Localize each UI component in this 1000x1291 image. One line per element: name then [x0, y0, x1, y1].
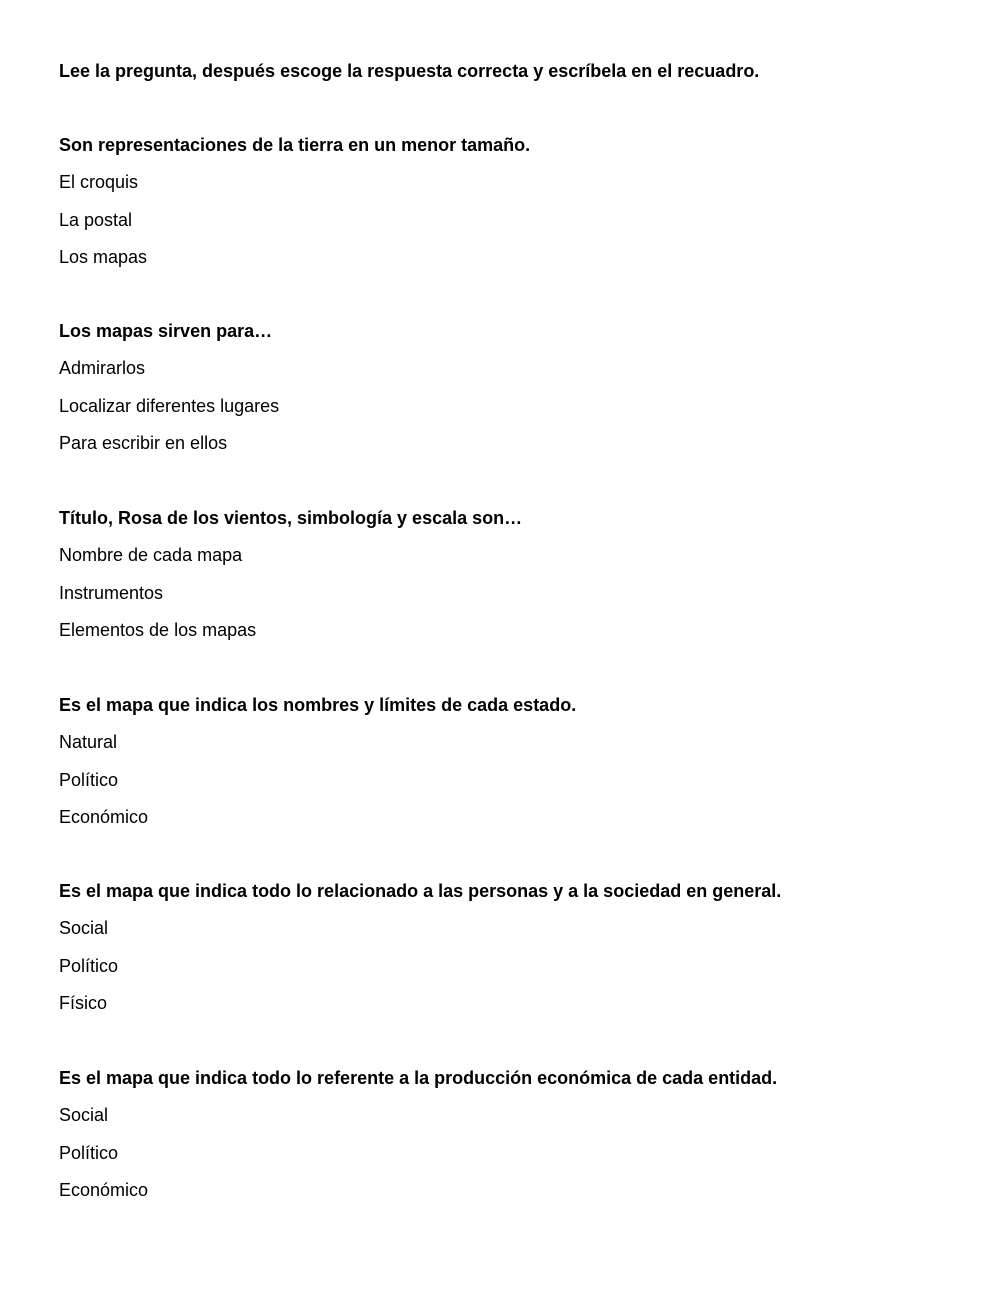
question-block-6	[59, 1067, 959, 1217]
question-block-2	[59, 320, 959, 470]
options-list	[59, 171, 959, 284]
answer-option[interactable]: Económico	[59, 1180, 149, 1200]
options-list	[59, 1104, 959, 1217]
question-block-5	[59, 880, 959, 1030]
question-text: Es el mapa que indica todo lo referente a la producción económica de cada entidad.	[59, 1068, 778, 1088]
instruction-text: Lee la pregunta, después escoge la respuesta correcta y escríbela en el recuadro.	[59, 61, 760, 81]
options-list	[59, 544, 959, 657]
answer-option[interactable]: Nombre de cada mapa	[59, 545, 243, 565]
options-list	[59, 917, 959, 1030]
answer-option[interactable]: Social	[59, 1105, 109, 1125]
answer-option[interactable]: Económico	[59, 807, 149, 827]
answer-option[interactable]: La postal	[59, 209, 133, 230]
question-block-3	[59, 507, 959, 657]
answer-option[interactable]: Localizar diferentes lugares	[59, 395, 280, 416]
answer-option[interactable]: Social	[59, 918, 109, 938]
question-text: Título, Rosa de los vientos, simbología y escala son…	[59, 508, 523, 528]
question-text: Son representaciones de la tierra en un menor tamaño.	[59, 135, 531, 155]
answer-option[interactable]: Político	[59, 1142, 119, 1163]
answer-option[interactable]: Para escribir en ellos	[59, 433, 228, 453]
question-text: Los mapas sirven para…	[59, 321, 273, 341]
answer-option[interactable]: Instrumentos	[59, 582, 164, 603]
answer-option[interactable]: Admirarlos	[59, 358, 146, 378]
options-list	[59, 357, 959, 470]
options-list	[59, 731, 959, 844]
answer-option[interactable]: Natural	[59, 732, 118, 752]
answer-option[interactable]: Elementos de los mapas	[59, 620, 257, 640]
question-block-4	[59, 694, 959, 844]
question-text: Es el mapa que indica todo lo relacionado a las personas y a la sociedad en general.	[59, 881, 782, 901]
answer-option[interactable]: Político	[59, 769, 119, 790]
question-text: Es el mapa que indica los nombres y límites de cada estado.	[59, 695, 577, 715]
answer-option[interactable]: Los mapas	[59, 247, 148, 267]
answer-option[interactable]: El croquis	[59, 172, 139, 192]
answer-option[interactable]: Físico	[59, 993, 108, 1013]
answer-option[interactable]: Político	[59, 955, 119, 976]
question-block-1	[59, 134, 959, 284]
